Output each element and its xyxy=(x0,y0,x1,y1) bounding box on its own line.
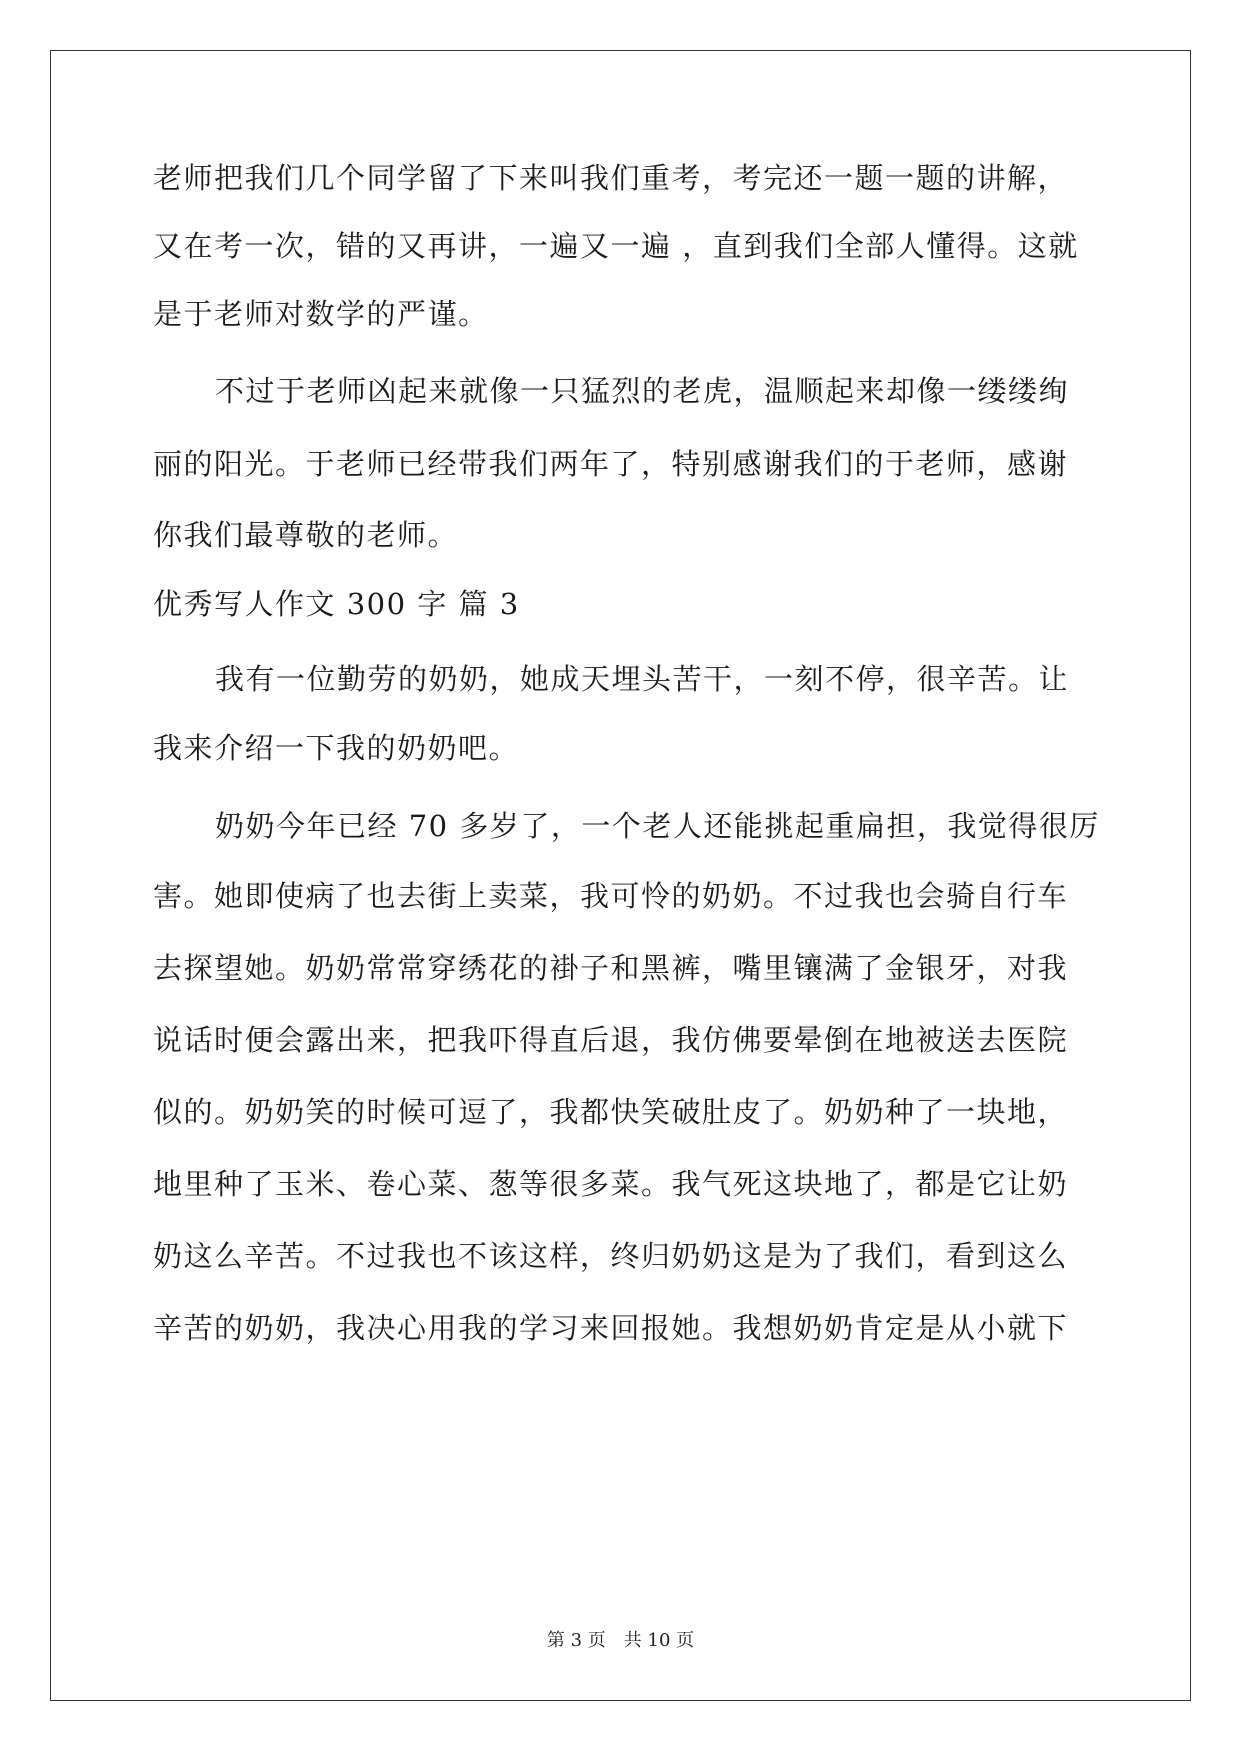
section-heading: 优秀写人作文 300 字 篇 3 xyxy=(153,587,520,621)
text-line: 我来介绍一下我的奶奶吧。 xyxy=(153,731,520,765)
text-line: 是于老师对数学的严谨。 xyxy=(153,297,489,331)
text-line: 又在考一次，错的又再讲，一遍又一遍 ，直到我们全部人懂得。这就 xyxy=(153,229,1079,263)
text-line: 辛苦的奶奶，我决心用我的学习来回报她。我想奶奶肯定是从小就下 xyxy=(153,1311,1069,1345)
text-line: 去探望她。奶奶常常穿绣花的褂子和黑裤，嘴里镶满了金银牙，对我 xyxy=(153,951,1069,985)
text-line: 害。她即使病了也去街上卖菜，我可怜的奶奶。不过我也会骑自行车 xyxy=(153,879,1069,913)
text-line: 我有一位勤劳的奶奶，她成天埋头苦干，一刻不停，很辛苦。让 xyxy=(215,662,1070,696)
text-line: 地里种了玉米、卷心菜、葱等很多菜。我气死这块地了，都是它让奶 xyxy=(153,1167,1069,1201)
text-line: 不过于老师凶起来就像一只猛烈的老虎，温顺起来却像一缕缕绚 xyxy=(215,374,1070,408)
text-line: 说话时便会露出来，把我吓得直后退，我仿佛要晕倒在地被送去医院 xyxy=(153,1023,1069,1057)
text-line: 奶这么辛苦。不过我也不该这样，终归奶奶这是为了我们，看到这么 xyxy=(153,1239,1069,1273)
text-line: 老师把我们几个同学留了下来叫我们重考，考完还一题一题的讲解， xyxy=(153,161,1069,195)
text-line: 你我们最尊敬的老师。 xyxy=(153,518,459,552)
text-line: 奶奶今年已经 70 多岁了，一个老人还能挑起重扁担，我觉得很厉 xyxy=(215,809,1100,843)
text-line: 丽的阳光。于老师已经带我们两年了，特别感谢我们的于老师，感谢 xyxy=(153,447,1069,481)
text-line: 似的。奶奶笑的时候可逗了，我都快笑破肚皮了。奶奶种了一块地， xyxy=(153,1095,1069,1129)
page-number-footer: 第 3 页 共 10 页 xyxy=(546,1630,695,1651)
